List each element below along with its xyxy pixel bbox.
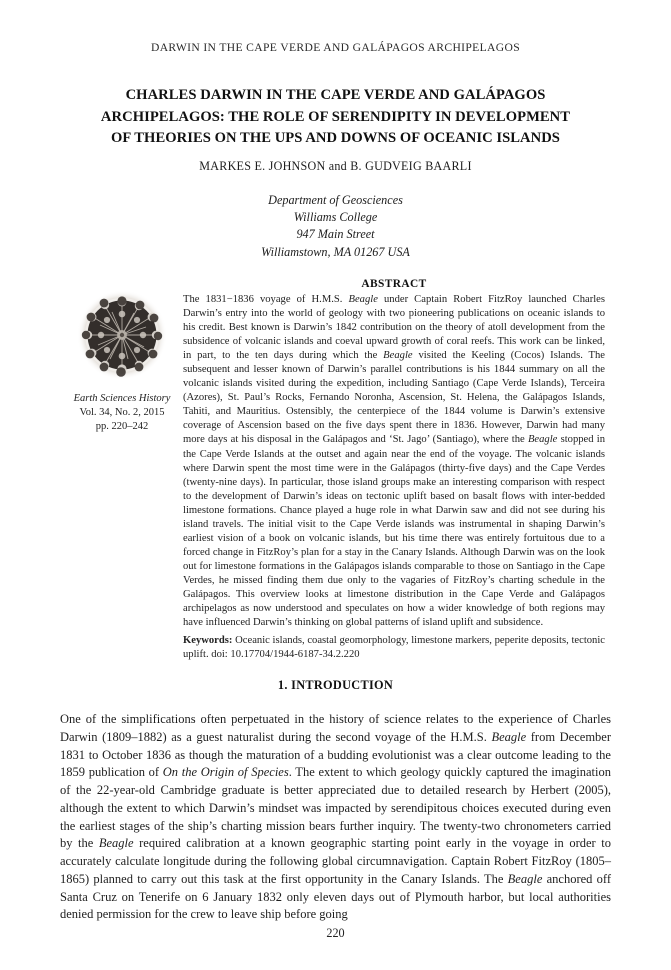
affiliation-institution: Williams College <box>293 210 378 225</box>
page-title <box>55 85 616 150</box>
journal-info-block <box>61 289 183 434</box>
journal-pages: pp. 220–242 <box>95 421 149 432</box>
author-list: MARKES E. JOHNSON and B. GUDVEIG BAARLI <box>199 159 472 173</box>
doi-text: doi: 10.17704/1944-6187-34.2.220 <box>211 649 360 661</box>
journal-meta <box>61 392 183 434</box>
abstract-heading: ABSTRACT <box>361 278 427 290</box>
running-head: DARWIN IN THE CAPE VERDE AND GALÁPAGOS ARCHIPELAGOS <box>150 41 521 54</box>
abstract-body <box>183 293 605 630</box>
affiliation-city: Williamstown, MA 01267 USA <box>261 244 410 259</box>
journal-name: Earth Sciences History <box>73 393 171 404</box>
title-line-1: CHARLES DARWIN IN THE CAPE VERDE AND GALÁPAGOS <box>125 87 546 103</box>
title-line-2: ARCHIPELAGOS: THE ROLE OF SERENDIPITY IN DEVELOPMENT <box>100 108 571 125</box>
introduction-body <box>60 711 611 924</box>
keywords-block <box>183 634 605 662</box>
section-heading-introduction: 1. INTRODUCTION <box>277 678 394 692</box>
affiliation-street: 947 Main Street <box>296 227 375 242</box>
abstract-paragraph: The 1831−1836 voyage of H.M.S. Beagle under Captain Robert FitzRoy launched Charles Darwin’s entry into the world of geology with two pioneering publications on oceanic islands to his credit. Best known is Darwin’s 1842 contribution on the theory of atoll development from the subsidence of volcanic islands and coeval upward growth of coral reefs. This work can be linked, in part, to the ten days during which the Beagle visited the Keeling (Cocos) Islands. The subsequent and lesser known of Darwin’s parallel contributions is his 1844 summary on all the volcanic islands visited during the expedition, including Santiago (Cape Verde Islands), Terceira (Azores), St. Paul’s Rocks, Fernando Noronha, Ascension, St. Helena, the Galápagos Islands, Tahiti, and Mauritius. Ostensibly, the centerpiece of the 1844 volume is Darwin’s extensive coverage of Ascension based on the five days spent there in 1836. However, Darwin had many more days at his disposal in the Galápagos and ‘St. Jago’ (Santiago), where the Beagle stopped in the Cape Verde Islands at the outset and again near the end of the voyage. The volcanic islands where Darwin spent the most time were in the Galápagos (thirty-five days) and the Cape Verdes (twenty-nine days). In particular, those island groups make an interesting comparison with respect to the development of Darwin’s ideas on tectonic uplift based on basalt flows with inter-bedded limestone formations. Chance played a huge role in what Darwin saw and did not see during his island travels. The initial visit to the Cape Verde islands was instrumental in shaping Darwin’s earliest vision of a book on volcanic islands, but his time there was entirely fortuitous due to a forced change in FitzRoy’s plan for a stay in the Canary Islands. Although Darwin was on the look out for limestone formations in the Galápagos islands comparable to those on Santiago in the Cape Verdes, he missed finding them due only to the vagaries of FitzRoy’s charting schedule in the Galápagos. This overview looks at limestone distribution in the Cape Verde and Galápagos archipelagos as now understood and speculates on how a wider knowledge of both regions may have influenced Darwin’s thinking on global patterns of island uplift and subsidence. <box>183 294 605 629</box>
affiliation-department: Department of Geosciences <box>268 193 403 207</box>
keywords-label: Keywords: <box>183 635 233 646</box>
page-number: 220 <box>326 926 345 940</box>
keywords-list: Oceanic islands, coastal geomorphology, limestone markers, peperite deposits, tectonic uplift. <box>183 635 605 661</box>
journal-emblem-icon <box>76 289 168 381</box>
introduction-paragraph: One of the simplifications often perpetuated in the history of science relates to the experience of Charles Darwin (1809–1882) as a guest naturalist during the second voyage of the H.M.S. Beagle from December 1831 to October 1836 as though the maturation of a budding evolutionist was a clear outcome leading to the 1859 publication of On the Origin of Species. The extent to which geology quickly captured the imagination of the 22-year-old Cambridge graduate is better appreciated due to detailed research by Herbert (2005), although the extent to which Darwin’s mindset was impacted by serendipitous choices executed during even the earliest stages of the ship’s charting mission bears further inquiry. The twenty-two chronometers carried by the Beagle required calibration at a known geographic starting point early in the voyage in order to accurately calculate longitude during the following global circumnavigation. Captain Robert FitzRoy (1805–1865) planned to carry out this task at the first opportunity in the Canary Islands. The Beagle anchored off Santa Cruz on Tenerife on 6 January 1832 only eleven days out of Plymouth harbor, but local authorities denied permission for the crew to leave ship before going <box>60 712 612 922</box>
affiliation-block <box>60 192 611 261</box>
title-line-3: OF THEORIES ON THE UPS AND DOWNS OF OCEANIC ISLANDS <box>111 130 560 146</box>
journal-volume: Vol. 34, No. 2, 2015 <box>79 407 165 418</box>
